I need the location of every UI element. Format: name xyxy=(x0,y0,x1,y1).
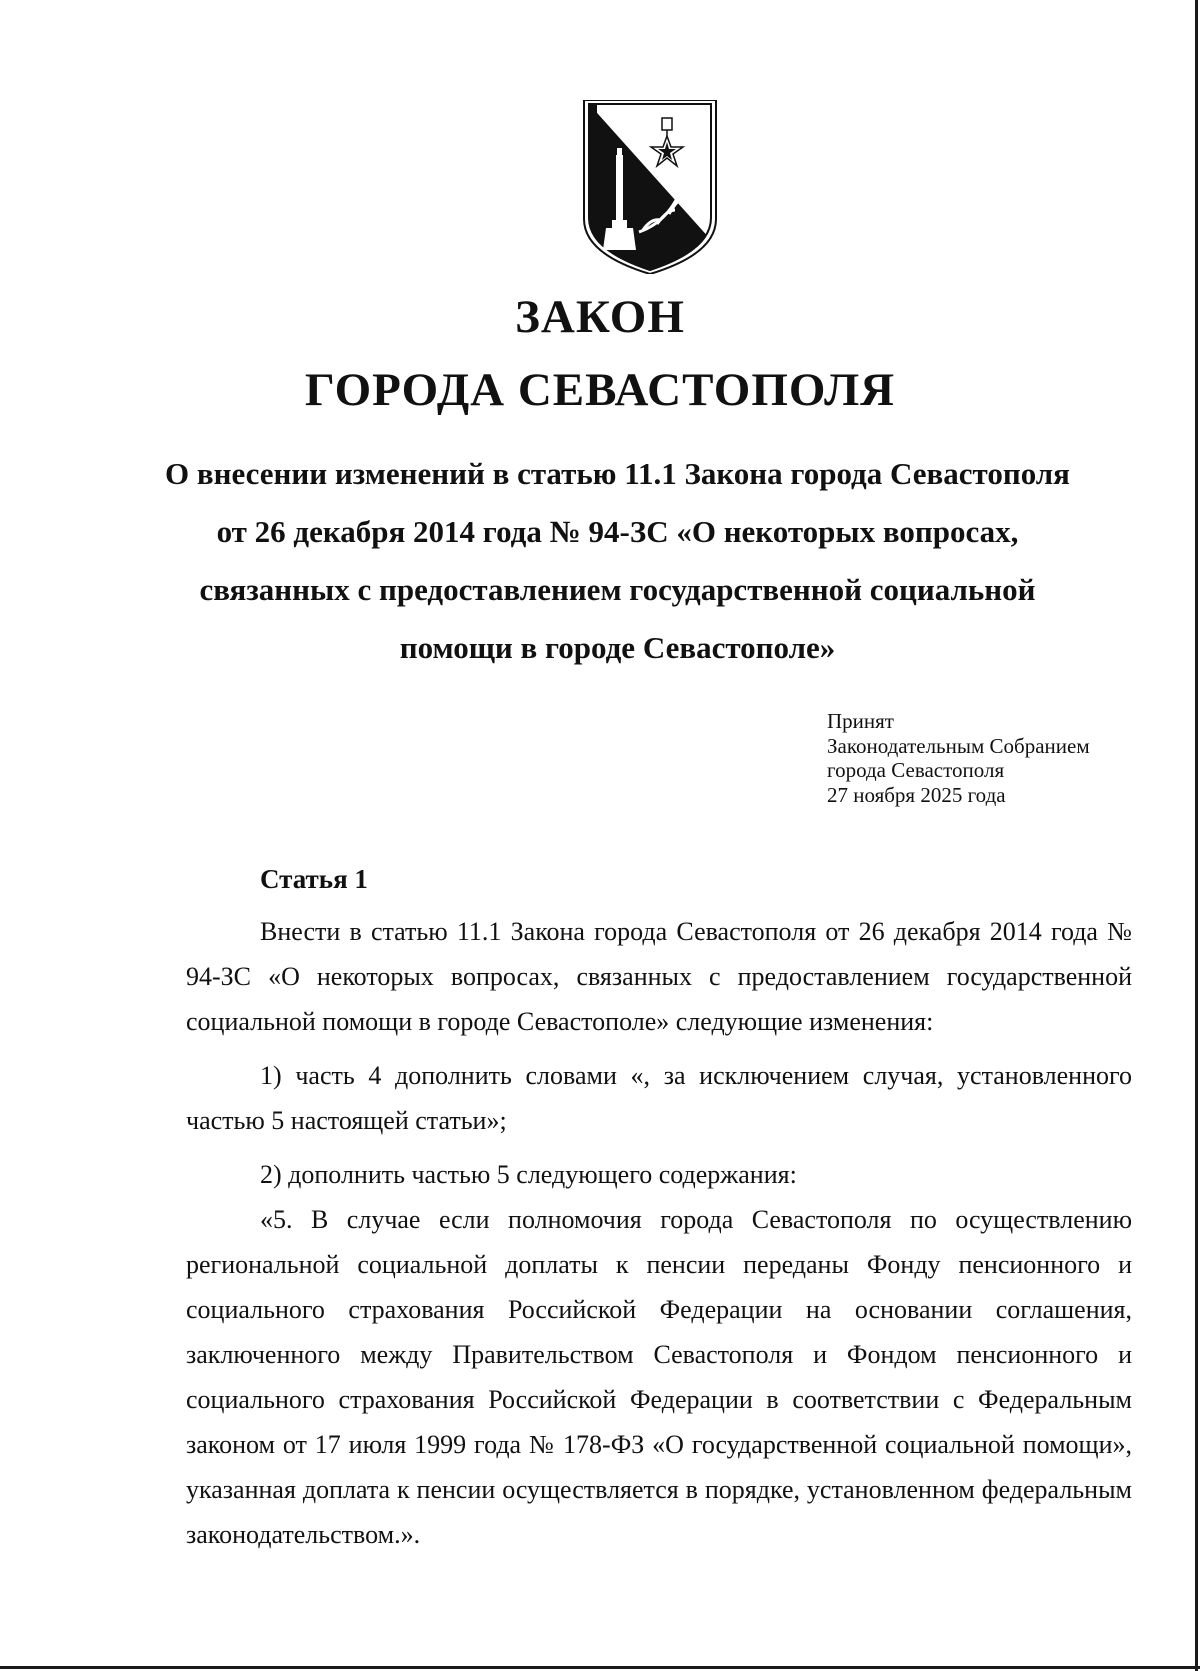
adoption-line: Законодательным Собранием xyxy=(827,733,1090,758)
adoption-date: 27 ноября 2025 года xyxy=(827,782,1006,807)
adoption-line: города Севастополя xyxy=(827,758,1005,782)
law-heading xyxy=(150,445,1085,677)
article-title: Статья 1 xyxy=(260,864,368,894)
issuer-title: ГОРОДА СЕВАСТОПОЛЯ xyxy=(304,364,896,416)
heading-line: помощи в городе Севастополе» xyxy=(399,630,836,665)
article-paragraph: 2) дополнить частью 5 следующего содержания: xyxy=(260,1160,797,1189)
adoption-line: Принят xyxy=(827,709,894,733)
article-paragraph: 1) часть 4 дополнить словами «, за исключением случая, установленного частью 5 настоящей статьи»; xyxy=(186,1061,1132,1135)
scan-edge-bottom xyxy=(0,1666,1200,1669)
document-type-title: ЗАКОН xyxy=(515,291,685,343)
scan-edge-right xyxy=(1195,0,1198,1671)
article-paragraph: Внести в статью 11.1 Закона города Севастополя от 26 декабря 2014 года № 94-ЗС «О некоторых вопросах, связанных с предоставлением государственной социальной помощи в городе Севастополе» следующие изменения: xyxy=(186,917,1132,1036)
heading-line: связанных с предоставлением государственной социальной xyxy=(199,572,1036,607)
article-paragraph: «5. В случае если полномочия города Севастополя по осуществлению региональной социальной доплаты к пенсии переданы Фонду пенсионного и социального страхования Российской Федерации на основании соглашения, заключенного между Правительством Севастополя и Фондом пенсионного и социального страхования Российской Федерации в соответствии с Федеральным законом от 17 июля 1999 года № 178-ФЗ «О государственной социальной помощи», указанная доплата к пенсии осуществляется в порядке, установленном федеральным законодательством.». xyxy=(186,1205,1132,1549)
coat-of-arms-icon xyxy=(581,100,719,274)
heading-line: О внесении изменений в статью 11.1 Закона города Севастополя xyxy=(165,456,1070,491)
heading-line: от 26 декабря 2014 года № 94-ЗС «О некоторых вопросах, xyxy=(216,514,1019,549)
adoption-block xyxy=(827,709,1090,807)
article-body xyxy=(186,909,1132,1557)
